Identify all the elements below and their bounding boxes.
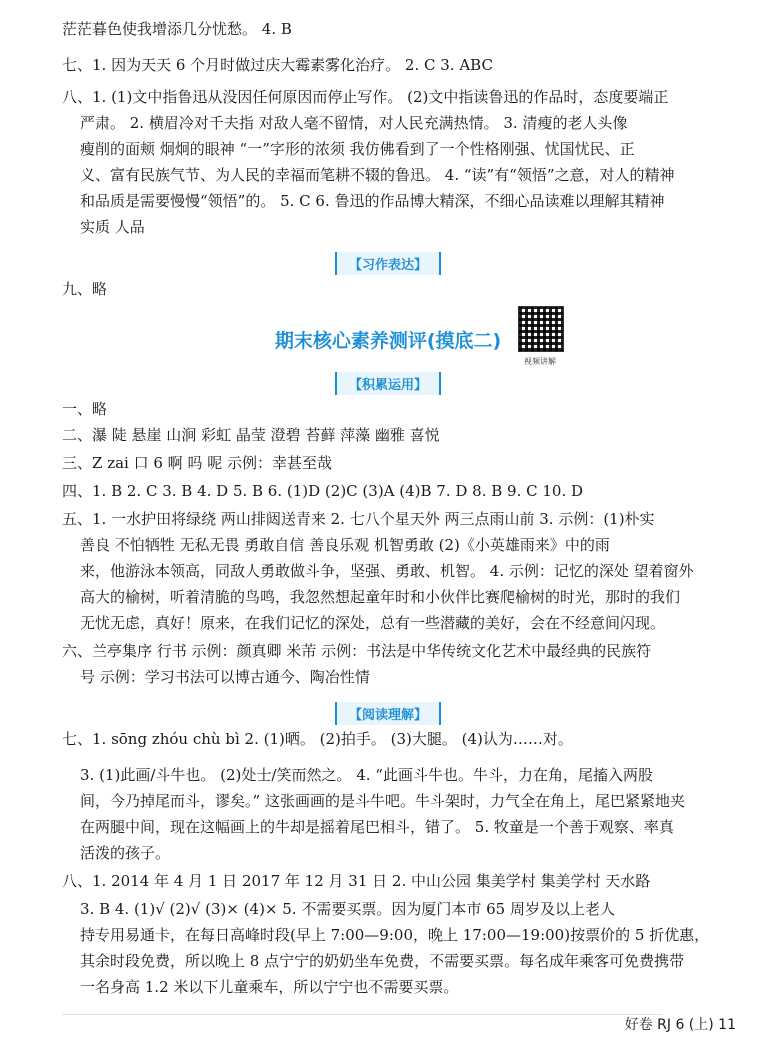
text-line: 来，他游泳本领高，同敌人勇敢做斗争，坚强、勇敢、机智。 4. 示例：记忆的深处 望着窗外 xyxy=(80,562,694,580)
text-line: 二、瀑 陡 悬崖 山涧 彩虹 晶莹 澄碧 苔藓 萍藻 幽雅 喜悦 xyxy=(62,426,440,444)
test-title: 期末核心素养测评(摸底二) xyxy=(274,330,502,352)
text-line: 在两腿中间，现在这幅画上的牛却是摇着尾巴相斗，错了。 5. 牧童是一个善于观察、率真 xyxy=(80,818,674,836)
text-line: 六、兰亭集序 行书 示例：颜真卿 米芾 示例：书法是中华传统文化艺术中最经典的民族符 xyxy=(62,642,652,660)
text-line: 茫茫暮色使我增添几分忧愁。 4. B xyxy=(62,20,292,38)
text-line: 和品质是需要慢慢“领悟”的。 5. C 6. 鲁迅的作品博大精深，不细心品读难以理解其精神 xyxy=(80,192,665,210)
text-line: 七、1. 因为天天 6 个月时做过庆大霉素雾化治疗。 2. C 3. ABC xyxy=(62,56,493,74)
text-line: 七、1. sōng zhóu chù bì 2. (1)晒。 (2)拍手。 (3)大腿。 (4)认为……对。 xyxy=(62,730,573,748)
qr-code-icon[interactable] xyxy=(518,306,564,352)
text-line: 八、1. 2014 年 4 月 1 日 2017 年 12 月 31 日 2. 中山公园 集美学村 集美学村 天水路 xyxy=(62,872,651,890)
text-line: 一名身高 1.2 米以下儿童乘车，所以宁宁也不需要买票。 xyxy=(80,978,459,996)
qr-label: 视频讲解 xyxy=(524,357,556,366)
text-line: 瘦削的面颊 炯炯的眼神 “一”字形的浓须 我仿佛看到了一个性格刚强、忧国忧民、正 xyxy=(80,140,635,158)
text-line: 3. (1)此画/斗牛也。 (2)处士/笑而然之。 4. “此画斗牛也。牛斗，力在角，尾搐入两股 xyxy=(80,766,653,784)
text-line: 间，今乃掉尾而斗，谬矣。” 这张画画的是斗牛吧。牛斗架时，力气全在角上，尾巴紧紧地夹 xyxy=(80,792,685,810)
text-line: 严肃。 2. 横眉冷对千夫指 对敌人毫不留情，对人民充满热情。 3. 清瘦的老人头像 xyxy=(80,114,628,132)
text-line: 九、略 xyxy=(62,280,108,298)
text-line: 其余时段免费，所以晚上 8 点宁宁的奶奶坐车免费，不需要买票。每名成年乘客可免费携带 xyxy=(80,952,685,970)
text-line: 无忧无虑，真好！原来，在我们记忆的深处，总有一些潜藏的美好，会在不经意间闪现。 xyxy=(80,614,666,632)
section-header-accumulate: 【积累运用】 xyxy=(0,372,776,395)
page-footer: 好卷 RJ 6 (上) 11 xyxy=(624,1017,736,1033)
text-line: 持专用易通卡，在每日高峰时段(早上 7:00—9:00，晚上 17:00—19:00)按票价的 5 折优惠， xyxy=(80,926,710,944)
section-header-reading: 【阅读理解】 xyxy=(0,702,776,725)
text-line: 号 示例：学习书法可以博古通今、陶冶性情 xyxy=(80,668,370,686)
text-line: 高大的榆树，听着清脆的鸟鸣，我忽然想起童年时和小伙伴比赛爬榆树的时光，那时的我们 xyxy=(80,588,681,606)
text-line: 八、1. (1)文中指鲁迅从没因任何原因而停止写作。 (2)文中指读鲁迅的作品时，态度要端正 xyxy=(62,88,669,106)
text-line: 三、Z zai 口 6 啊 吗 呢 示例：幸甚至哉 xyxy=(62,454,332,472)
footer-divider xyxy=(62,1014,662,1015)
text-line: 活泼的孩子。 xyxy=(80,844,171,862)
text-line: 义、富有民族气节、为人民的幸福而笔耕不辍的鲁迅。 4. “读”有“领悟”之意，对人的精神 xyxy=(80,166,675,184)
text-line: 实质 人品 xyxy=(80,218,145,236)
text-line: 一、略 xyxy=(62,400,108,418)
section-header-writing: 【习作表达】 xyxy=(0,252,776,275)
text-line: 四、1. B 2. C 3. B 4. D 5. B 6. (1)D (2)C (3)A (4)B 7. D 8. B 9. C 10. D xyxy=(62,482,584,500)
text-line: 善良 不怕牺牲 无私无畏 勇敢自信 善良乐观 机智勇敢 (2)《小英雄雨来》中的雨 xyxy=(80,536,610,554)
text-line: 五、1. 一水护田将绿绕 两山排闼送青来 2. 七八个星天外 两三点雨山前 3. 示例：(1)朴实 xyxy=(62,510,655,528)
text-line: 3. B 4. (1)√ (2)√ (3)× (4)× 5. 不需要买票。因为厦门本市 65 周岁及以上老人 xyxy=(80,900,615,918)
